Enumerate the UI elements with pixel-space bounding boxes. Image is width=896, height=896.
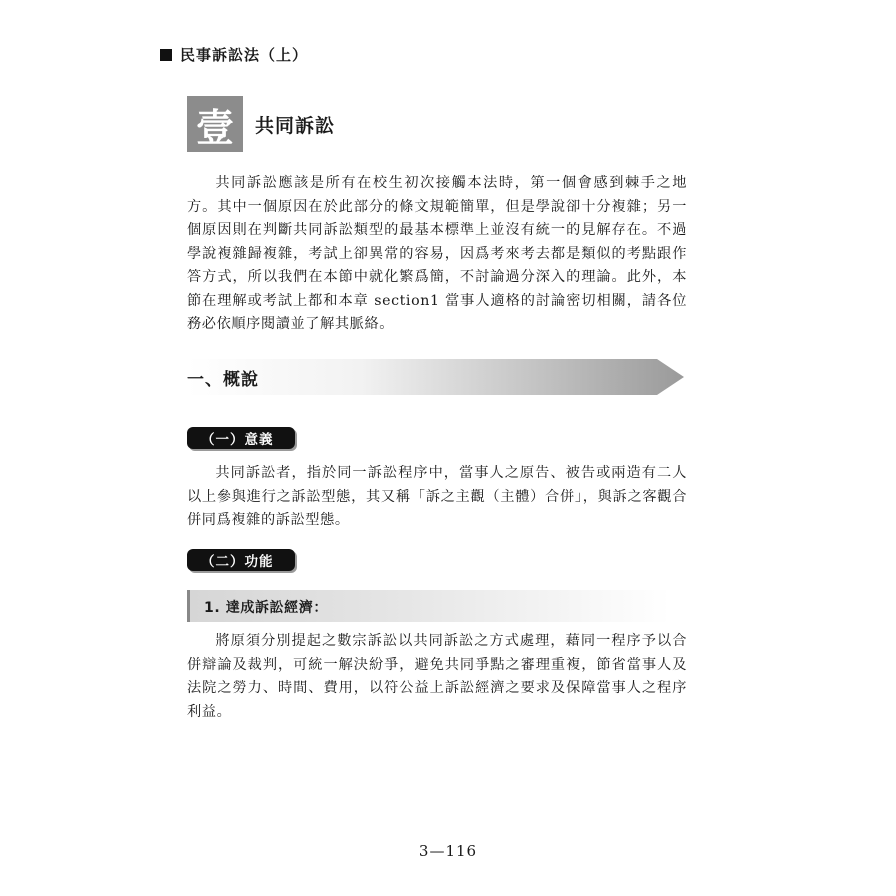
subsection-label-meaning: （一）意義 [187,427,295,449]
chapter-number-box: 壹 [187,96,243,152]
banner-arrow-shape [187,359,684,395]
chapter-heading [187,96,335,152]
section-title: 一、概說 [187,370,259,390]
square-bullet-icon [160,49,172,61]
intro-paragraph: 共同訴訟應該是所有在校生初次接觸本法時，第一個會感到棘手之地方。其中一個原因在於此部分的條文規範簡單，但是學說卻十分複雜；另一個原因則在判斷共同訴訟類型的最基本標準上並沒有統一的見解存在。不過學說複雜歸複雜，考試上卻異常的容易，因爲考來考去都是類似的考點跟作答方式，所以我們在本節中就化繁爲簡，不討論過分深入的理論。此外，本節在理解或考試上都和本章 section1 當事人適格的討論密切相關，請各位務必依順序閱讀並了解其脈絡。 [187,175,687,332]
chapter-title: 共同訴訟 [255,114,336,137]
meaning-paragraph: 共同訴訟者，指於同一訴訟程序中，當事人之原告、被告或兩造有二人以上參與進行之訴訟型態，其又稱「訴之主觀（主體）合併」，與訴之客觀合併同爲複雜的訴訟型態。 [187,465,687,528]
page-number: 3—116 [418,842,478,860]
running-header-text: 民事訴訟法（上） [180,46,309,64]
running-header [160,44,308,65]
section-banner [187,359,684,395]
item-heading-label: 1. 達成訴訟經濟： [204,600,328,616]
item-heading-bar [187,590,670,622]
subsection-label-function: （二）功能 [187,549,295,571]
function-paragraph: 將原須分別提起之數宗訴訟以共同訴訟之方式處理，藉同一程序予以合併辯論及裁判，可統一解決紛爭，避免共同爭點之審理重複，節省當事人及法院之勞力、時間、費用，以符公益上訴訟經濟之要求及保障當事人之程序利益。 [187,633,687,720]
